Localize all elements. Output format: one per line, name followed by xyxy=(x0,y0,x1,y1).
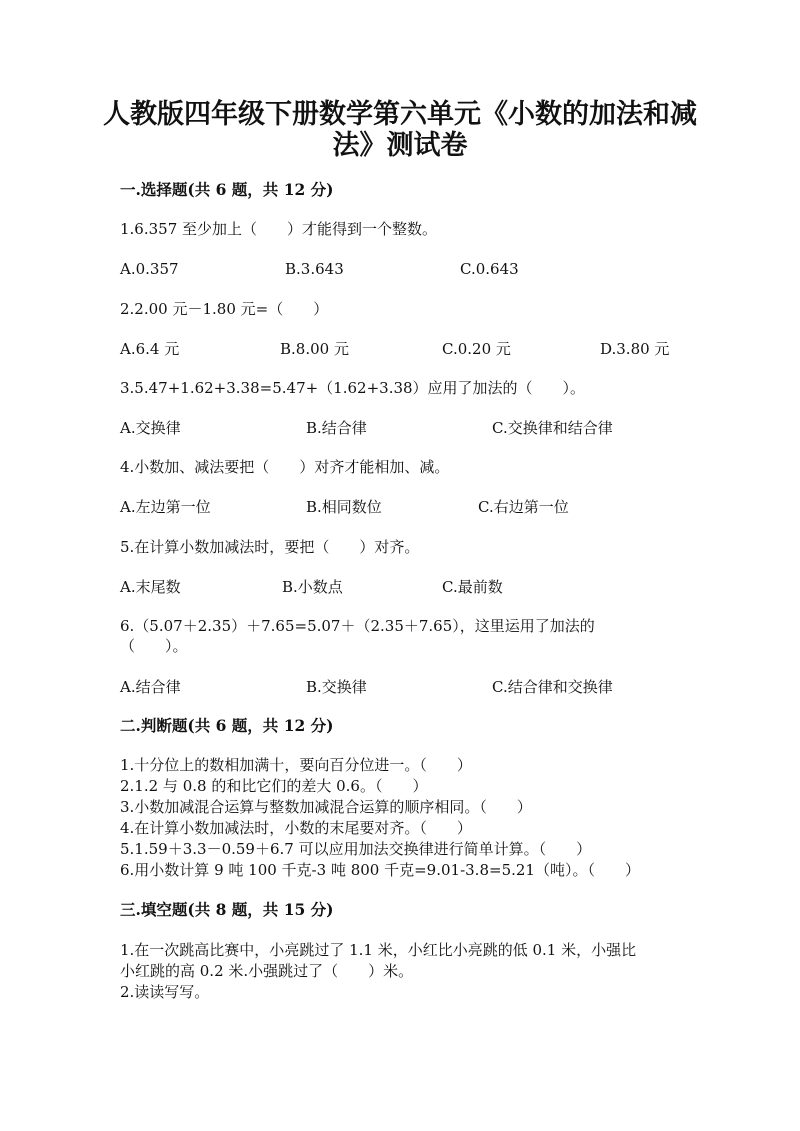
question-2-option-d: D.3.80 元 xyxy=(600,340,670,358)
judgement-item-6: 6.用小数计算 9 吨 100 千克-3 吨 800 千克=9.01-3.8=5.21（吨）。（ ） xyxy=(120,861,640,879)
question-6-option-b: B.交换律 xyxy=(306,678,367,696)
fill-blank-item-2: 2.读读写写。 xyxy=(120,983,210,1001)
question-1-option-b: B.3.643 xyxy=(285,260,344,278)
question-5-option-a: A.末尾数 xyxy=(120,578,181,596)
section-heading-choice: 一.选择题(共 6 题，共 12 分) xyxy=(120,180,334,199)
page-title-line-1: 人教版四年级下册数学第六单元《小数的加法和减 xyxy=(103,99,697,130)
question-2-option-c: C.0.20 元 xyxy=(442,340,511,358)
question-4-option-b: B.相同数位 xyxy=(306,498,382,516)
question-3-text: 3.5.47+1.62+3.38=5.47+（1.62+3.38）应用了加法的（ ）。 xyxy=(120,379,586,397)
question-1-text: 1.6.357 至少加上（ ）才能得到一个整数。 xyxy=(120,220,438,238)
question-2-option-b: B.8.00 元 xyxy=(280,340,349,358)
question-6-text-line-2: （ ）。 xyxy=(120,637,188,655)
question-2-text: 2.2.00 元－1.80 元=（ ） xyxy=(120,300,329,318)
question-5-option-b: B.小数点 xyxy=(282,578,343,596)
section-heading-fill-blank: 三.填空题(共 8 题，共 15 分) xyxy=(120,900,334,919)
question-3-option-b: B.结合律 xyxy=(306,419,367,437)
fill-blank-item-1-line-1: 1.在一次跳高比赛中，小亮跳过了 1.1 米，小红比小亮跳的低 0.1 米，小强比 xyxy=(120,941,637,959)
question-4-text: 4.小数加、减法要把（ ）对齐才能相加、减。 xyxy=(120,458,450,476)
page-title-line-2: 法》测试卷 xyxy=(332,130,468,161)
question-5-option-c: C.最前数 xyxy=(442,578,503,596)
question-5-text: 5.在计算小数加减法时，要把（ ）对齐。 xyxy=(120,538,420,556)
question-6-option-c: C.结合律和交换律 xyxy=(492,678,613,696)
question-1-option-c: C.0.643 xyxy=(460,260,519,278)
judgement-item-3: 3.小数加减混合运算与整数加减混合运算的顺序相同。（ ） xyxy=(120,798,532,816)
question-6-option-a: A.结合律 xyxy=(120,678,181,696)
question-2-option-a: A.6.4 元 xyxy=(120,340,180,358)
question-3-option-c: C.交换律和结合律 xyxy=(492,419,613,437)
judgement-item-4: 4.在计算小数加减法时，小数的末尾要对齐。（ ） xyxy=(120,819,472,837)
section-heading-judgement: 二.判断题(共 6 题，共 12 分) xyxy=(120,716,334,735)
judgement-item-2: 2.1.2 与 0.8 的和比它们的差大 0.6。（ ） xyxy=(120,777,428,795)
question-6-text-line-1: 6.（5.07＋2.35）＋7.65=5.07＋（2.35＋7.65），这里运用了加法的 xyxy=(120,617,595,635)
question-3-option-a: A.交换律 xyxy=(120,419,181,437)
question-4-option-a: A.左边第一位 xyxy=(120,498,211,516)
judgement-item-5: 5.1.59＋3.3－0.59＋6.7 可以应用加法交换律进行简单计算。（ ） xyxy=(120,840,592,858)
fill-blank-item-1-line-2: 小红跳的高 0.2 米.小强跳过了（ ）米。 xyxy=(120,962,414,980)
question-1-option-a: A.0.357 xyxy=(120,260,179,278)
question-4-option-c: C.右边第一位 xyxy=(478,498,569,516)
judgement-item-1: 1.十分位上的数相加满十，要向百分位进一。（ ） xyxy=(120,756,472,774)
